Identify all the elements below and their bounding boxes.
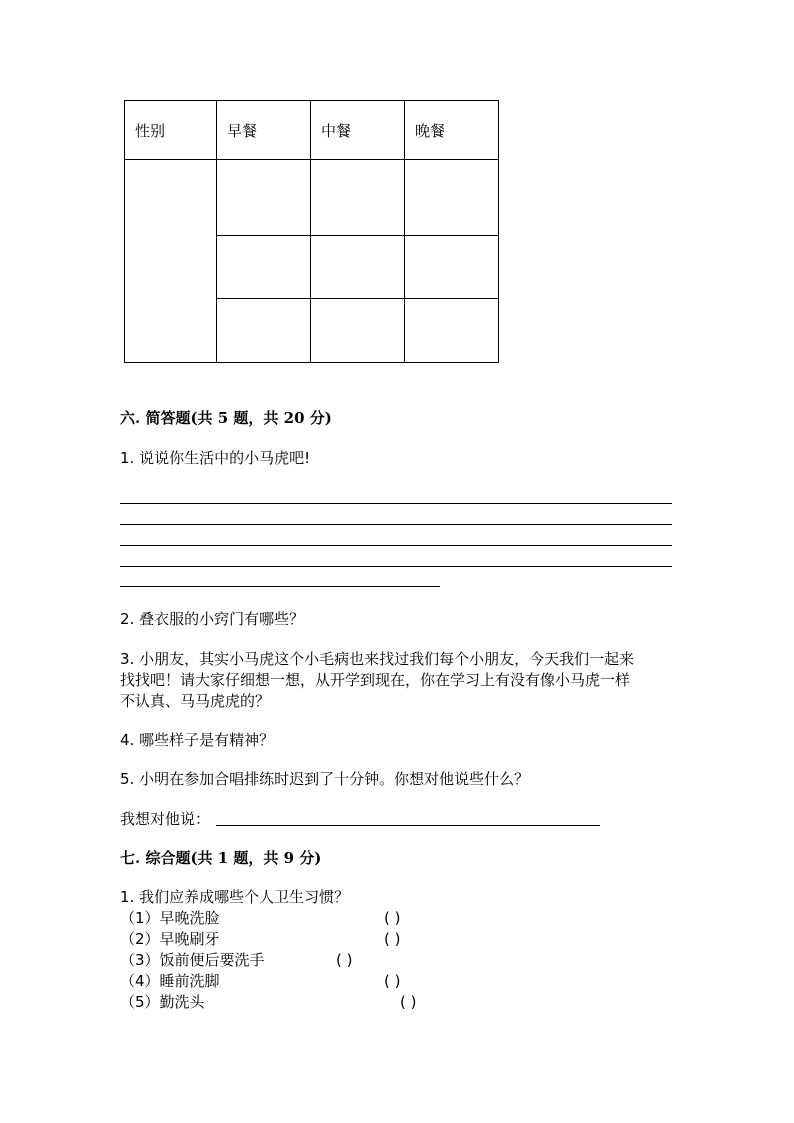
header-gender: 性别 (125, 101, 217, 160)
section-7-title: 七. 综合题(共 1 题，共 9 分) (120, 849, 322, 867)
table-cell[interactable] (311, 236, 405, 299)
answer-line[interactable] (120, 503, 672, 504)
question-6-5: 5. 小明在参加合唱排练时迟到了十分钟。你想对他说些什么？ (120, 770, 530, 788)
table-header-row (125, 101, 499, 160)
answer-line[interactable] (216, 825, 600, 826)
habit-item-label: （3）饭前便后要洗手 (120, 951, 265, 969)
habit-answer-paren[interactable]: ( ) (384, 930, 401, 948)
habit-answer-paren[interactable]: ( ) (384, 972, 401, 990)
table-cell[interactable] (405, 236, 499, 299)
gender-cell[interactable] (125, 160, 217, 363)
habit-answer-paren[interactable]: ( ) (384, 909, 401, 927)
table-cell[interactable] (311, 299, 405, 363)
habit-item-label: （2）早晚刷牙 (120, 930, 220, 948)
habit-item-label: （1）早晚洗脸 (120, 909, 220, 927)
question-6-4: 4. 哪些样子是有精神？ (120, 731, 275, 749)
question-6-1: 1. 说说你生活中的小马虎吧! (120, 449, 311, 467)
answer-line[interactable] (120, 566, 672, 567)
question-6-3-line-1: 3. 小朋友，其实小马虎这个小毛病也来找过我们每个小朋友，今天我们一起来 (120, 650, 635, 668)
question-6-3-line-3: 不认真、马马虎虎的？ (120, 692, 271, 710)
answer-line[interactable] (120, 586, 440, 587)
table-cell[interactable] (217, 236, 311, 299)
table-cell[interactable] (217, 299, 311, 363)
question-7-1: 1. 我们应养成哪些个人卫生习惯？ (120, 888, 350, 906)
answer-prompt: 我想对他说： (120, 810, 211, 828)
table-cell[interactable] (405, 160, 499, 236)
table-cell[interactable] (311, 160, 405, 236)
habit-item-label: （4）睡前洗脚 (120, 972, 220, 990)
answer-line[interactable] (120, 524, 672, 525)
question-6-2: 2. 叠衣服的小窍门有哪些？ (120, 610, 305, 628)
question-6-3-line-2: 找找吧！请大家仔细想一想，从开学到现在，你在学习上有没有像小马虎一样 (120, 671, 631, 689)
table-cell[interactable] (217, 160, 311, 236)
table-cell[interactable] (405, 299, 499, 363)
table-row (125, 160, 499, 236)
section-6-title: 六. 简答题(共 5 题，共 20 分) (120, 409, 332, 427)
habit-item-label: （5）勤洗头 (120, 993, 205, 1011)
habit-answer-paren[interactable]: ( ) (336, 951, 353, 969)
header-breakfast: 早餐 (217, 101, 311, 160)
header-lunch: 中餐 (311, 101, 405, 160)
answer-line[interactable] (120, 545, 672, 546)
habit-answer-paren[interactable]: ( ) (400, 993, 417, 1011)
meal-table (124, 100, 499, 363)
header-dinner: 晚餐 (405, 101, 499, 160)
